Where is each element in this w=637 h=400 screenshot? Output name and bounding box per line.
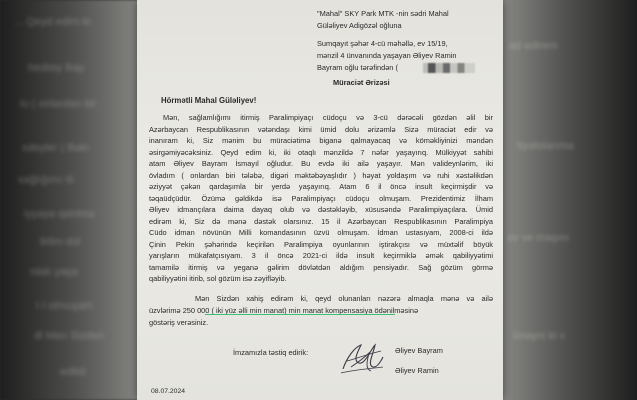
ghost-text: ... Qeyd edim ki	[14, 16, 91, 28]
body-line: qabiliyyətini itirib, sol gözüm isə zəyifləyib.	[149, 274, 287, 283]
compensation-amount: 250 000 ( iki yüz əlli min manat)	[182, 306, 287, 315]
highlight-underline	[205, 314, 395, 315]
body-line: atam Əliyev Bayram İsmayıl oğludur. Bu evdə iki ailə yaşayır. Mən valideynlərim, iki	[149, 159, 493, 168]
document-date: 08.07.2024	[151, 388, 186, 395]
body-line: inanıram ki, Siz mənim bu müraciətimə biganə qalmayacaq və köməkliyinizi məndən	[149, 136, 493, 145]
request-line: göstəriş verəsiniz.	[149, 318, 209, 327]
request-text: üzvlərimə	[149, 306, 183, 315]
header-sender-line: Bayram oğlu tərəfindən (	[317, 63, 398, 72]
redacted-region	[423, 63, 475, 73]
body-line: övladım ( onlardan biri tələbə, digəri məktəbəyaşlıdır ) həyat yoldaşım və ruhi xəstəlikdən	[149, 170, 493, 180]
ghost-text: ad edirem	[509, 40, 558, 52]
ghost-text: I I olmuşam	[36, 300, 93, 312]
signatory-name: Əliyev Ramin	[395, 366, 439, 375]
header-sender-line: Sumqayıt şəhər 4-cü məhəllə, ev 15/19,	[317, 39, 448, 48]
ghost-text: rdalı yaşa	[30, 266, 78, 278]
ghost-text: hedisiy Bay	[28, 62, 85, 74]
ghost-text: tiyatolarıma	[517, 140, 574, 152]
header-sender-line: mənzil 4 ünvanında yaşayan Əliyev Ramin	[317, 51, 457, 60]
header-addressee-line: Güləliyev Adigözəl oğluna	[317, 21, 402, 30]
body-line: əsirgəmiyəcəksiniz. Qeyd edim ki, iki otaqlı mənzildə 7 nəfər yaşayırıq. Mülkiyyət sahibi	[149, 147, 493, 157]
request-line: Mən Sizdən xahiş edirəm ki, qeyd olunanları nəzərə almaqla mənə və ailə	[195, 294, 493, 303]
body-line: tamamilə itirmiş və yeganə gəlirim dövlətdən aldığım pensiyadır. Sağ gözüm görmə	[149, 262, 493, 272]
body-line: Çinin Pekin şəhərində keçirilən Paralimpiya oyunlarının iştirakçısı və müxtəlif böyük	[149, 239, 493, 249]
body-line: Cüdo idman növünün Milli komandasının üzvü olmuşam. İdman ustasıyam, 2008-ci ildə	[149, 228, 493, 237]
confirmation-label: İmzamızla təstiq edirik:	[233, 348, 309, 357]
blurred-background-left	[0, 0, 150, 400]
ghost-text: sdeyler ( Bakı	[22, 142, 90, 154]
body-line: edirəm ki, Siz də mənə dəstək olarsınız. 15 il Azərbaycan Respublikasının Paralimpiya	[149, 216, 493, 226]
document-title: Müraciət Ərizəsi	[333, 78, 390, 87]
signatory-name: Əliyev Bayram	[395, 346, 443, 355]
body-line: təqaüdçüdür. Özümə gəldikdə isə Paralimpiyaçı cüdoçu olmuşam. Prezidentimiz İlham	[149, 193, 493, 203]
letter-paper	[137, 0, 503, 400]
ghost-text: dl Men Sizden	[34, 330, 104, 342]
ghost-text: sağlığımı iti	[18, 174, 74, 186]
blurred-background-right	[487, 0, 637, 400]
header-addressee-line: "Mahal" SKY Park MTK -nin sədri Mahal	[317, 9, 449, 18]
greeting: Hörmətli Mahal Güləliyev!	[161, 96, 257, 105]
body-line: yarışların mükafatçısıyam. 3 il öncə 2021-ci ildə insult keçirmiklə əmək qabiliyyətimi	[149, 251, 493, 260]
body-line: Azərbaycan Respublikasının vətəndaşı kimi ümid dolu ərizəmlə Sizə müraciət edir və	[149, 124, 493, 134]
ghost-text: lirlim dol	[40, 236, 81, 248]
ghost-text: edlidi	[60, 366, 86, 378]
ghost-text: lu ( onlardan bir	[20, 98, 97, 110]
request-text: min manat kompensasiya ödənilməsinə	[286, 306, 419, 315]
body-line: əziyyət çəkən qardaşımla bir yerdə yaşayırıq. Atam 6 il öncə insult keçirmişdir və	[149, 182, 493, 191]
handwritten-signature	[337, 339, 387, 375]
ghost-text: ünayni ki v	[513, 330, 565, 342]
ghost-text: iyyaya qatılma	[24, 208, 95, 220]
body-line: Əliyev idmançılara daima dayaq olub və dəstəkləyib, xüsusəndə Paralimpiyaçılara. Ümid	[149, 205, 493, 214]
ghost-text: ev ve maşını	[507, 232, 570, 244]
body-line: Mən, sağlamlığımı itirmiş Paralimpiyaçı cüdoçu və 3-cü dərəcəli gözdən əlil bir	[163, 113, 493, 122]
